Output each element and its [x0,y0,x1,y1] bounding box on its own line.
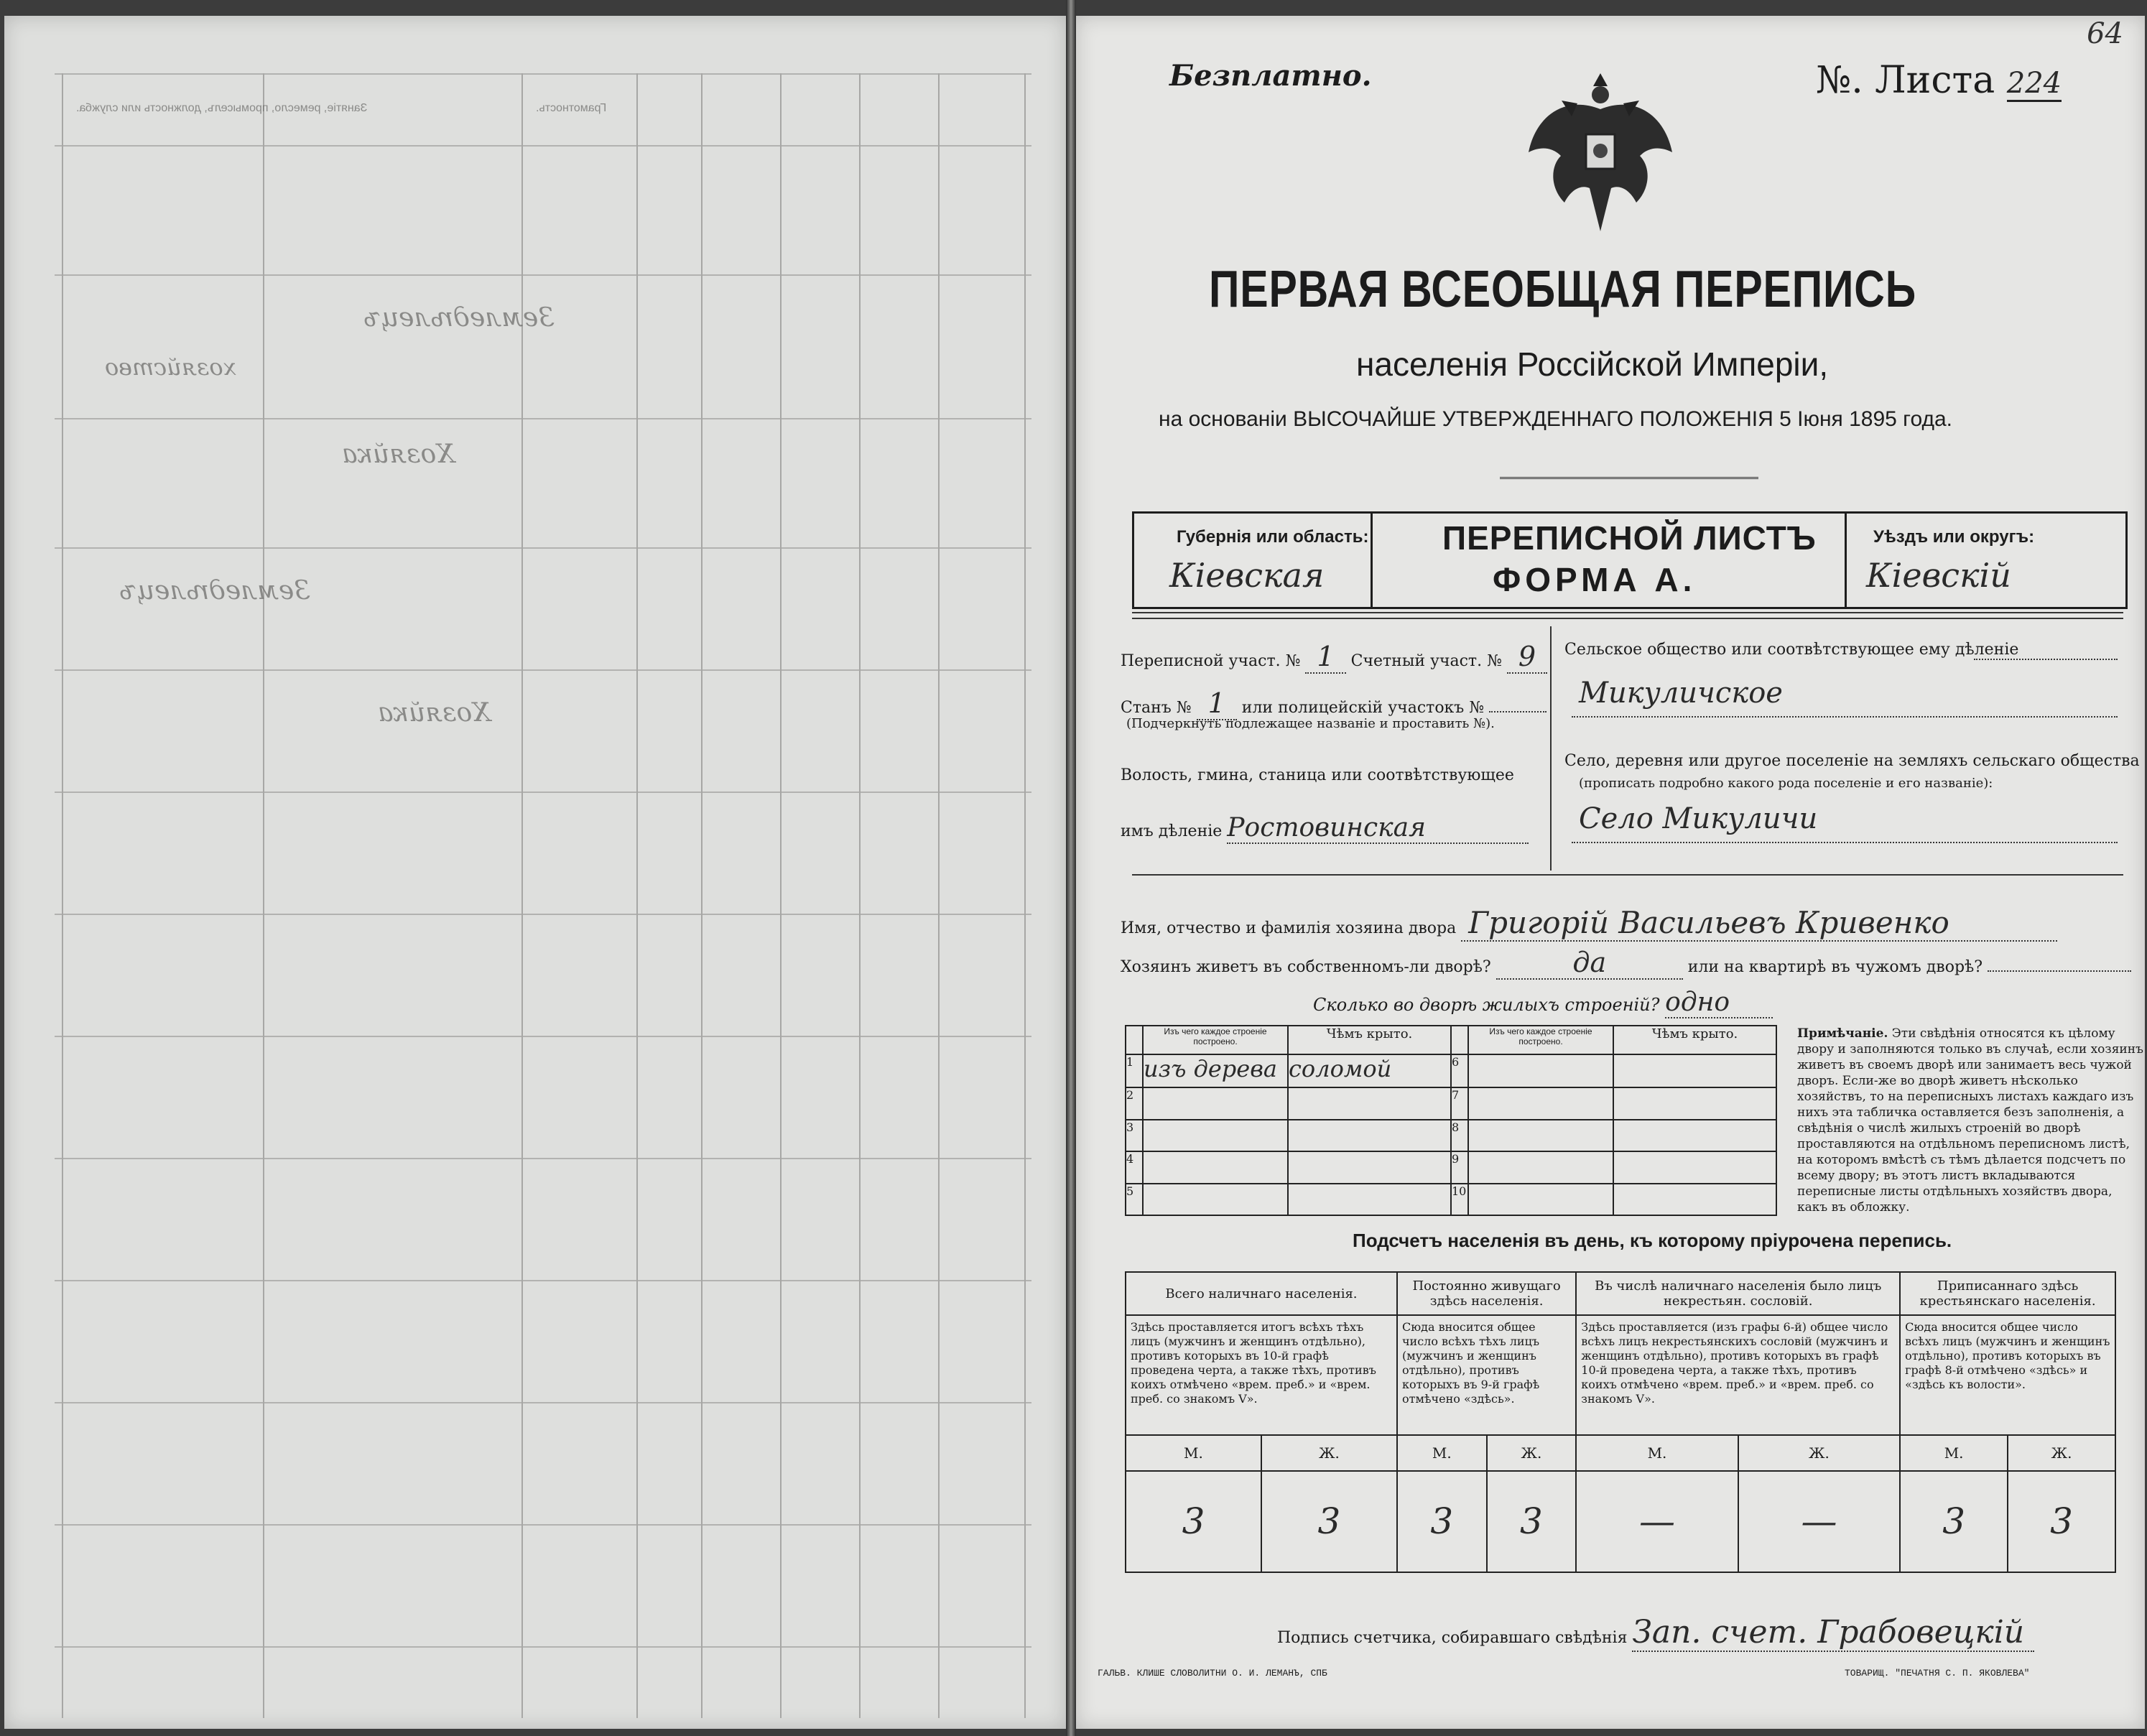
table-line [55,1036,1031,1037]
gubernia-value: Кіевская [1169,556,1325,595]
left-header-literacy: Грамотность. [536,102,607,114]
material-header: Изъ чего каждое строеніе построено. [1143,1026,1288,1054]
divider [1845,511,1847,607]
census-form-page [1076,16,2145,1729]
census-area-value: 1 [1305,641,1345,674]
divider [1550,626,1552,871]
census-basis-line: на основаніи ВЫСОЧАЙШЕ УТВЕРЖДЕННАГО ПОЛОЖЕНІЯ 5 Іюня 1895 года. [1159,407,1953,431]
count-col-desc: Здѣсь проставляется итогъ всѣхъ тѣхъ лицъ (мужчинъ и женщинъ отдѣльно), противъ которыхъ въ 10-й графѣ проведена черта, а также тѣхъ, противъ коихъ отмѣчено «врем. преб.» и «врем. преб. со знакомъ V». [1126,1315,1397,1434]
owner-value: Григорій Васильевъ Кривенко [1461,905,2057,942]
row-number: 8 [1451,1120,1468,1151]
male-label: М. [1576,1435,1738,1471]
material-header: Изъ чего каждое строеніе построено. [1468,1026,1613,1054]
table-line [62,73,63,1718]
count-title: Подсчетъ населенія въ день, къ которому пріурочена перепись. [1353,1230,1952,1251]
table-line [55,792,1031,793]
count-col-head: Въ числѣ наличнаго населенія было лицъ некрестьян. сословій. [1576,1272,1900,1315]
table-line [55,1646,1031,1648]
table-line [263,73,264,1718]
separator [1132,618,2123,619]
census-subtitle: населенія Россійской Имперіи, [1356,345,1829,383]
census-area-label: Переписной участ. № [1121,652,1301,670]
table-line [701,73,702,1718]
underline-note: (Подчеркнуть подлежащее названіе и проставить №). [1126,716,1495,731]
stan-value: 1 [1197,687,1237,720]
left-handwriting: хозяйство [105,353,236,381]
row-number: 2 [1126,1087,1143,1119]
roof-header: Чѣмъ крыто. [1288,1026,1451,1054]
count-area-value: 9 [1507,641,1547,674]
left-page [4,16,1066,1729]
population-count-table [1125,1271,2116,1573]
sheet-number-label [1816,59,2062,102]
note-cell [1776,1026,2145,1215]
material-cell: изъ дерева [1143,1054,1288,1088]
society-value: Микуличское [1579,677,1783,710]
table-line [55,1402,1031,1403]
table-line [55,418,1031,419]
count-value: 3 [1126,1471,1261,1572]
left-handwriting: Хозяйка [342,440,455,469]
village-note: (прописать подробно какого рода поселеніе и его названіе): [1579,776,1993,791]
female-label: Ж. [2008,1435,2115,1471]
row-number: 7 [1451,1087,1468,1119]
table-line [55,1524,1031,1526]
table-line [55,1280,1031,1281]
buildings-table [1125,1025,2145,1216]
row-number: 10 [1451,1184,1468,1215]
count-value: 3 [2008,1471,2115,1572]
left-handwriting: Земледѣлецъ [363,303,555,333]
buildings-line [1313,988,1773,1018]
census-main-title: ПЕРВАЯ ВСЕОБЩАЯ ПЕРЕПИСЬ [1209,261,1916,318]
sheet-label: №. Листа [1816,59,1995,102]
form-type: ФОРМА А. [1493,561,1697,598]
signature-line [1277,1614,2034,1652]
dotted-line [1572,716,2118,718]
page-number: 64 [2087,17,2123,50]
table-line [938,73,940,1718]
count-value: — [1738,1471,1900,1572]
owner-label: Имя, отчество и фамилія хозяина двора [1121,919,1457,937]
divider [1371,511,1373,607]
male-label: М. [1126,1435,1261,1471]
count-col-desc: Сюда вносится общее число всѣхъ лицъ (мужчинъ и женщинъ отдѣльно), противъ которыхъ въ графѣ 8-й отмѣчено «здѣсь» и «здѣсь къ волости». [1900,1315,2115,1434]
count-col-head: Постоянно живущаго здѣсь населенія. [1397,1272,1576,1315]
count-col-desc: Здѣсь проставляется (изъ графы 6-й) общее число всѣхъ лицъ некрестьянскихъ сословій (мужчинъ и женщинъ отдѣльно), противъ которыхъ въ графѣ 10-й проведена черта, а также тѣхъ, противъ коихъ отмѣчено «врем. преб.» и «врем. преб. со знакомъ V». [1576,1315,1900,1434]
free-label: Безплатно. [1169,59,1372,93]
count-value: 3 [1900,1471,2008,1572]
census-area-line [1121,641,1547,672]
own-yard-label: Хозяинъ живетъ въ собственномъ-ли дворѣ? [1121,958,1491,976]
count-area-label: Счетный участ. № [1350,652,1502,670]
village-label: Село, деревня или другое поселеніе на земляхъ сельскаго общества [1564,752,2140,770]
left-header-occupation: Занятіе, ремесло, промыселъ, должность или служба. [76,102,368,114]
count-value: 3 [1487,1471,1577,1572]
table-line [55,1158,1031,1159]
row-number: 5 [1126,1184,1143,1215]
police-label: или полицейскій участокъ № [1241,699,1485,717]
count-value: 3 [1397,1471,1487,1572]
table-line [636,73,638,1718]
table-line [55,914,1031,915]
volost-value: Ростовинская [1227,813,1529,844]
female-label: Ж. [1738,1435,1900,1471]
sheet-number-value: 224 [2007,67,2062,102]
row-number: 6 [1451,1054,1468,1088]
stan-line [1121,687,1547,719]
row-number: 9 [1451,1151,1468,1183]
separator [1132,874,2123,876]
count-value: — [1576,1471,1738,1572]
volost-label: Волость, гмина, станица или соотвѣтствующее [1121,766,1514,784]
volost-label-2: имъ дѣленіе [1121,822,1223,840]
book-spine [1066,0,1076,1736]
separator [1132,612,2123,613]
uezd-label: Уѣздъ или округъ: [1873,527,2035,547]
uezd-value: Кіевскій [1866,556,2011,595]
signature-label: Подпись счетчика, собиравшаго свѣдѣнія [1277,1629,1628,1647]
stan-label: Станъ № [1121,699,1192,717]
count-value: 3 [1261,1471,1397,1572]
gubernia-label: Губернія или область: [1177,527,1369,547]
male-label: М. [1397,1435,1487,1471]
buildings-value: одно [1665,988,1773,1018]
left-handwriting: Хозяйка [378,698,491,728]
rented-label: или на квартирѣ въ чужомъ дворѣ? [1687,958,1983,976]
roof-header: Чѣмъ крыто. [1613,1026,1776,1054]
row-number: 4 [1126,1151,1143,1183]
table-line [859,73,861,1718]
form-title: ПЕРЕПИСНОЙ ЛИСТЪ [1442,519,1817,557]
male-label: М. [1900,1435,2008,1471]
village-value: Село Микуличи [1579,802,1818,835]
row-number: 3 [1126,1120,1143,1151]
own-yard-line [1121,947,2131,980]
dotted-line [1974,659,2118,660]
left-handwriting: Земледѣлецъ [119,576,310,605]
volost-line [1121,813,1529,844]
table-line [55,547,1031,549]
roof-cell: соломой [1288,1054,1451,1088]
table-line [55,145,1031,147]
ornament-divider [1500,477,1758,493]
table-line [55,669,1031,671]
double-headed-eagle-emblem [1521,66,1679,246]
table-line [55,274,1031,276]
buildings-label: Сколько во дворѣ жилыхъ строеній? [1313,995,1660,1015]
female-label: Ж. [1487,1435,1577,1471]
note-text: Эти свѣдѣнія относятся къ цѣлому двору и заполняются только въ случаѣ, если хозяинъ живетъ въ своемъ дворѣ или занимаетъ весь чужой дворъ. Если-же во дворѣ живетъ нѣсколько хозяйствъ, то на переписныхъ листахъ каждаго изъ нихъ эта табличка оставляется безъ заполненія, а свѣдѣнія о числѣ жилыхъ строеній во дворѣ проставляются на отдѣльномъ переписномъ листѣ, на которомъ вмѣстѣ съ тѣмъ дѣлается подсчетъ по всему двору; въ этотъ листъ вкладываются переписные листы отдѣльныхъ хозяйствъ двора, какъ въ обложку. [1797,1026,2143,1215]
note-title: Примѣчаніе. [1797,1026,1888,1041]
owner-line [1121,905,2057,942]
own-yard-value: да [1496,947,1683,980]
table-line [55,73,1031,75]
count-col-desc: Сюда вносится общее число всѣхъ тѣхъ лицъ (мужчинъ и женщинъ отдѣльно), противъ которыхъ въ 9-й графѣ отмѣчено «здѣсь». [1397,1315,1576,1434]
count-col-head: Приписаннаго здѣсь крестьянскаго населенія. [1900,1272,2115,1315]
dotted-line [1572,842,2118,843]
society-label: Сельское общество или соотвѣтствующее ему дѣленіе [1564,641,2019,659]
row-number: 1 [1126,1054,1143,1088]
count-col-head: Всего наличнаго населенія. [1126,1272,1397,1315]
table-line [1024,73,1026,1718]
table-line [780,73,782,1718]
imprint-left: ГАЛЬВ. КЛИШЕ СЛОВОЛИТНИ О. И. ЛЕМАНЪ, СПБ [1098,1668,1327,1679]
imprint-right: ТОВАРИЩ. "ПЕЧАТНЯ С. П. ЯКОВЛЕВА" [1845,1668,2030,1679]
signature-value: Зап. счет. Грабовецкій [1632,1614,2034,1652]
female-label: Ж. [1261,1435,1397,1471]
